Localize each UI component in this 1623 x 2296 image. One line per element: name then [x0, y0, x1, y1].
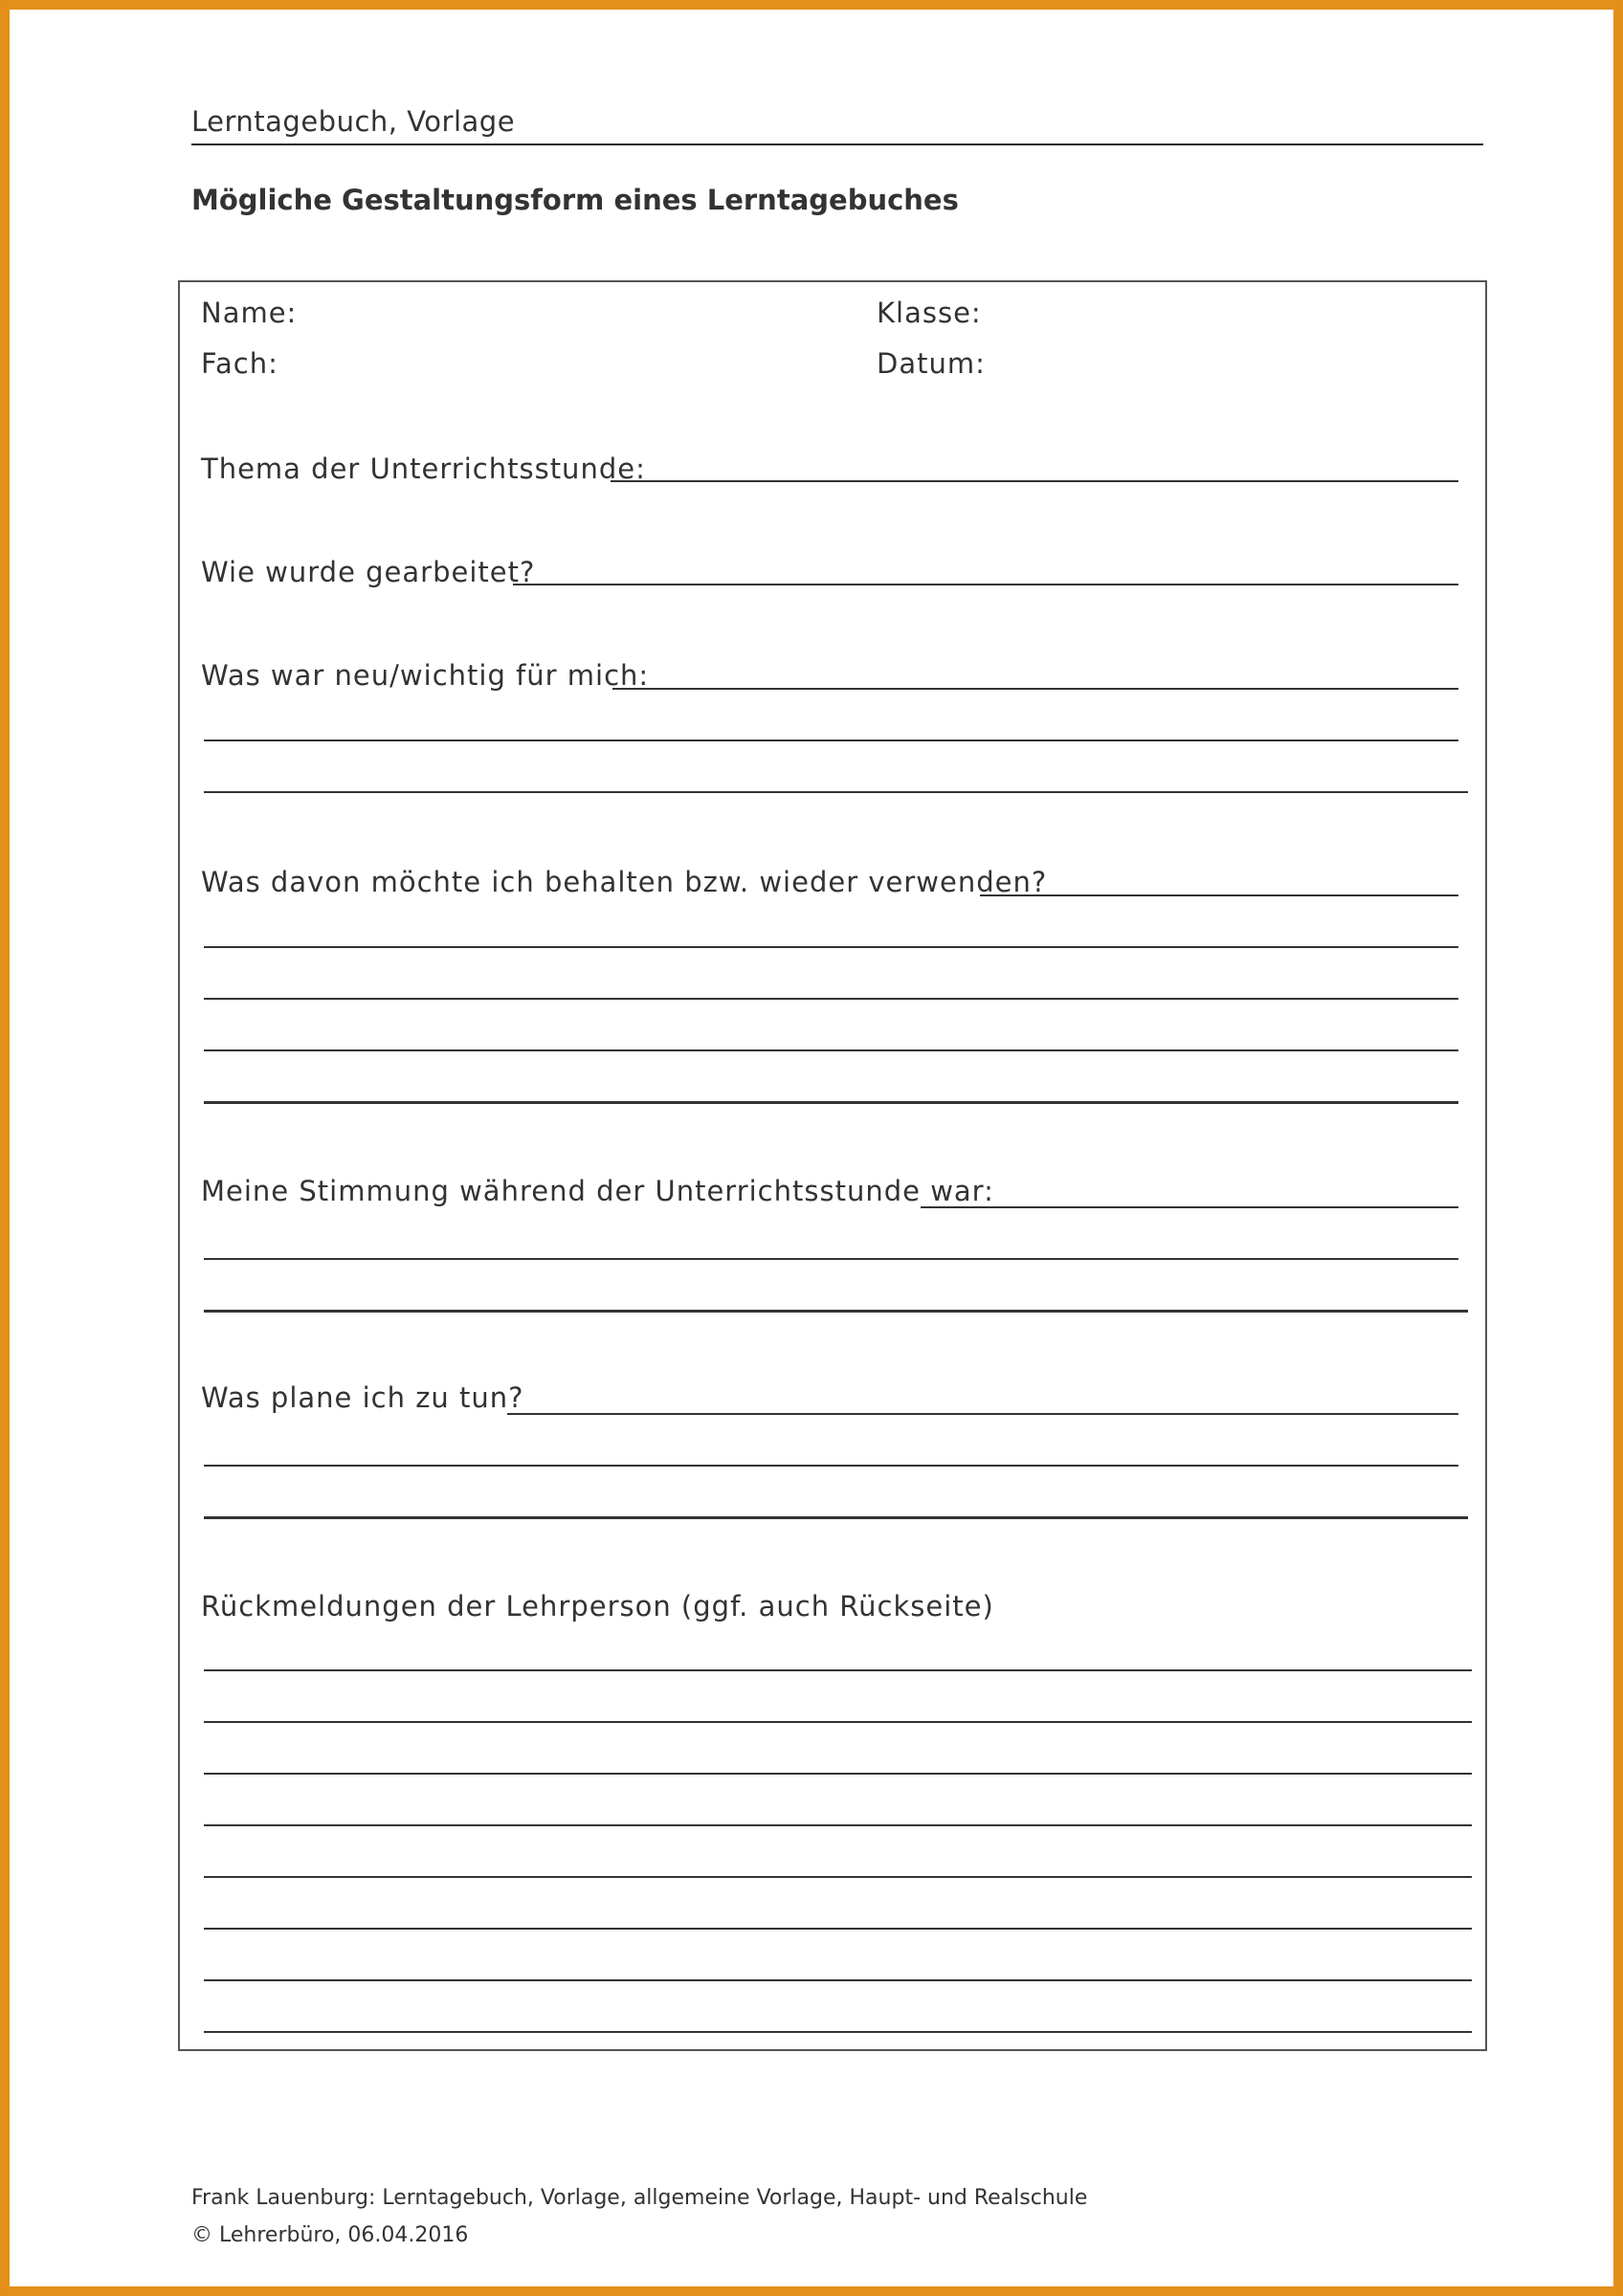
footer-source: Frank Lauenburg: Lerntagebuch, Vorlage, allgemeine Vorlage, Haupt- und Realschule	[191, 2186, 1088, 2210]
klasse-label: Klasse:	[877, 297, 982, 329]
arbeit-label: Wie wurde gearbeitet?	[201, 556, 536, 588]
footer-copyright: © Lehrerbüro, 06.04.2016	[191, 2223, 469, 2247]
title-rule	[191, 144, 1483, 145]
plane-answer-line-1[interactable]	[507, 1413, 1458, 1415]
plane-answer-line-3[interactable]	[204, 1516, 1468, 1519]
plane-label: Was plane ich zu tun?	[201, 1381, 524, 1414]
behalten-answer-line-2[interactable]	[204, 946, 1458, 948]
feedback-line-5[interactable]	[204, 1876, 1472, 1878]
neu-answer-line-2[interactable]	[204, 740, 1458, 741]
arbeit-answer-line[interactable]	[513, 584, 1458, 585]
feedback-line-7[interactable]	[204, 1979, 1472, 1981]
behalten-answer-line-1[interactable]	[980, 894, 1458, 896]
neu-answer-line-1[interactable]	[612, 688, 1458, 690]
plane-answer-line-2[interactable]	[204, 1465, 1458, 1467]
rueckmeldung-label: Rückmeldungen der Lehrperson (ggf. auch Rückseite)	[201, 1590, 994, 1623]
worksheet-subtitle: Mögliche Gestaltungsform eines Lerntagebuches	[191, 184, 959, 216]
stimmung-answer-line-3[interactable]	[204, 1310, 1468, 1313]
behalten-answer-line-4[interactable]	[204, 1049, 1458, 1051]
neu-answer-line-3[interactable]	[204, 791, 1468, 793]
stimmung-label: Meine Stimmung während der Unterrichtsstunde war:	[201, 1175, 994, 1207]
feedback-line-2[interactable]	[204, 1721, 1472, 1723]
neu-label: Was war neu/wichtig für mich:	[201, 659, 650, 692]
behalten-answer-line-5[interactable]	[204, 1101, 1458, 1104]
document-title: Lerntagebuch, Vorlage	[191, 105, 516, 138]
form-box	[178, 280, 1487, 2051]
feedback-line-3[interactable]	[204, 1773, 1472, 1775]
feedback-line-6[interactable]	[204, 1928, 1472, 1930]
behalten-answer-line-3[interactable]	[204, 998, 1458, 1000]
feedback-line-4[interactable]	[204, 1824, 1472, 1826]
fach-label: Fach:	[201, 347, 278, 380]
behalten-label: Was davon möchte ich behalten bzw. wieder verwenden?	[201, 866, 1048, 898]
thema-answer-line[interactable]	[611, 480, 1458, 482]
datum-label: Datum:	[877, 347, 986, 380]
name-label: Name:	[201, 297, 298, 329]
feedback-line-8[interactable]	[204, 2031, 1472, 2033]
stimmung-answer-line-2[interactable]	[204, 1258, 1458, 1260]
stimmung-answer-line-1[interactable]	[921, 1206, 1458, 1208]
thema-label: Thema der Unterrichtsstunde:	[201, 453, 646, 485]
feedback-line-1[interactable]	[204, 1669, 1472, 1671]
